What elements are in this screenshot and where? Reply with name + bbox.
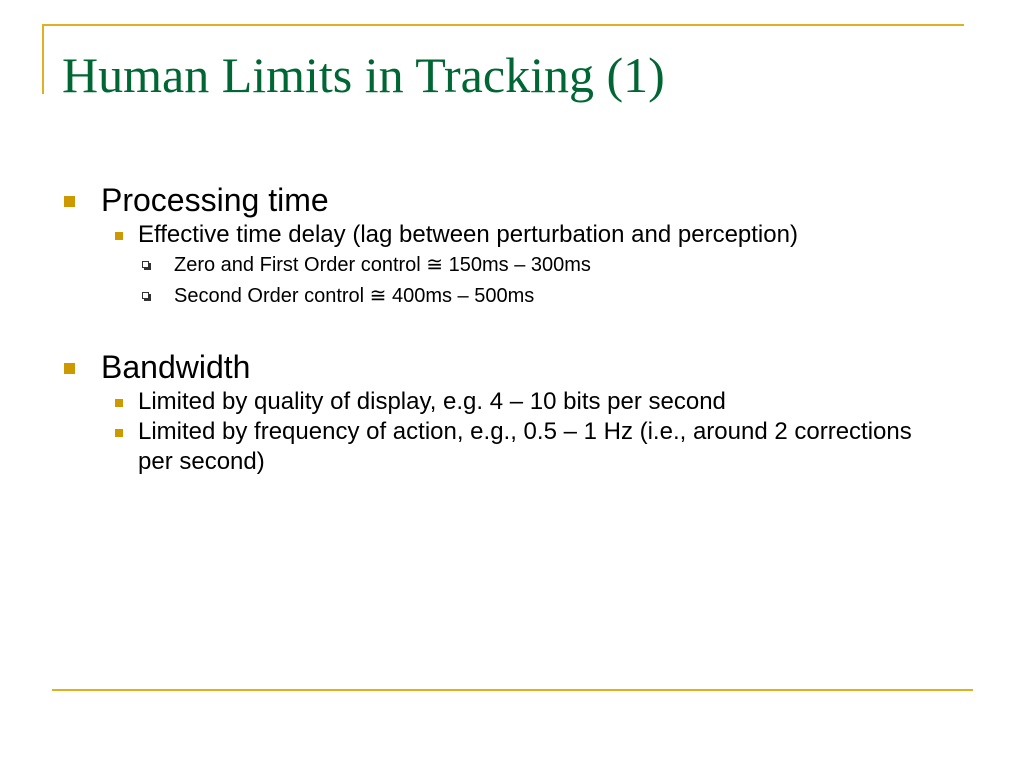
sub-sub-bullet-text: Second Order control ≅ 400ms – 500ms: [174, 285, 535, 307]
sub-bullet-text: Limited by frequency of action, e.g., 0.5 – 1 Hz (i.e., around 2 corrections per second): [138, 418, 912, 475]
square-bullet-icon: [115, 232, 123, 240]
bullet-text: Processing time: [101, 182, 329, 218]
left-frame-rule: [42, 24, 44, 94]
slide-title: Human Limits in Tracking (1): [62, 47, 665, 103]
square-bullet-icon: [64, 363, 75, 374]
hollow-square-bullet-icon: [142, 292, 149, 299]
bullet-text: Bandwidth: [101, 349, 251, 385]
sub-bullet-list: [101, 387, 982, 477]
square-bullet-icon: [115, 399, 123, 407]
hollow-square-bullet-icon: [142, 261, 149, 268]
bullet-bandwidth: [62, 347, 982, 477]
sub-bullet-text: Limited by quality of display, e.g. 4 – 10 bits per second: [138, 388, 726, 415]
bullet-processing-time: [62, 180, 982, 312]
sub-bullet-list: [101, 220, 982, 312]
square-bullet-icon: [115, 429, 123, 437]
square-bullet-icon: [64, 196, 75, 207]
bullet-list: [62, 180, 982, 477]
sub-bullet-time-delay: [101, 220, 982, 312]
sub-sub-bullet-list: [138, 250, 982, 312]
footer-rule: [52, 689, 973, 691]
sub-sub-bullet-zero-first-order: [138, 250, 982, 281]
sub-bullet-action-frequency: [101, 417, 982, 477]
slide-content: [62, 180, 982, 512]
sub-sub-bullet-second-order: [138, 281, 982, 312]
sub-bullet-text: Effective time delay (lag between perturbation and perception): [138, 221, 798, 248]
sub-sub-bullet-text: Zero and First Order control ≅ 150ms – 300ms: [174, 254, 591, 276]
top-frame-rule: [42, 24, 964, 26]
sub-bullet-display-quality: [101, 387, 982, 417]
